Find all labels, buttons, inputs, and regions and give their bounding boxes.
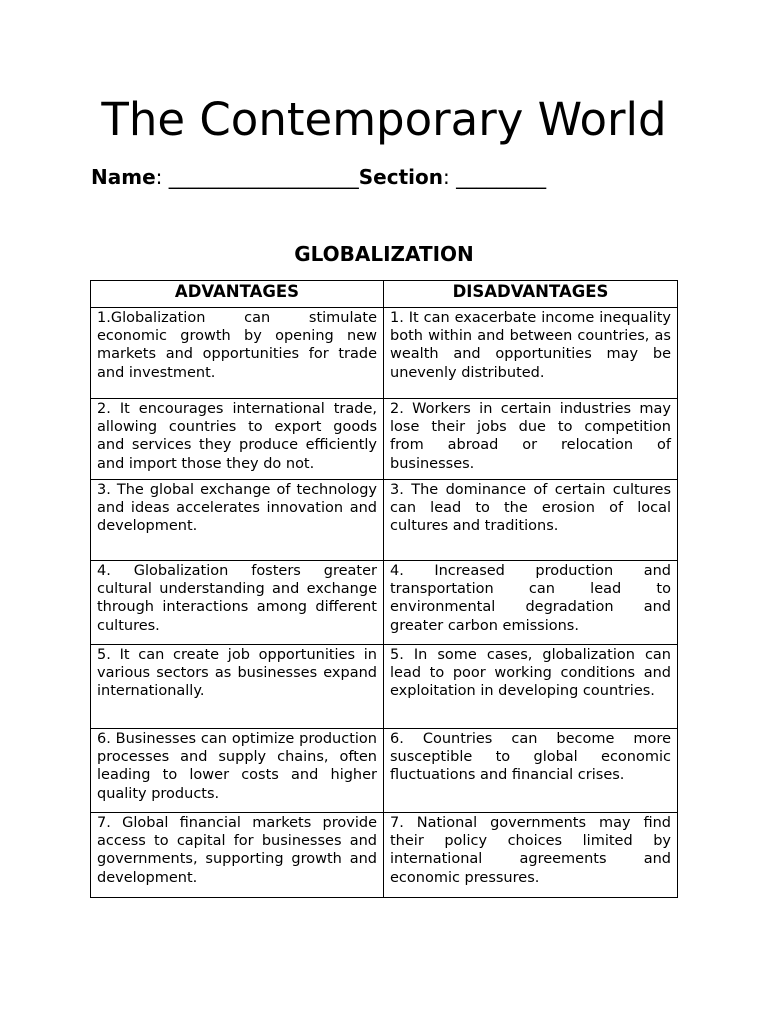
- advantages-header: ADVANTAGES: [91, 281, 384, 308]
- advantage-cell: 6. Businesses can optimize production processes and supply chains, often leading to lower costs and higher quality products.: [91, 729, 384, 813]
- advantage-cell: 7. Global financial markets provide access to capital for businesses and governments, supporting growth and development.: [91, 813, 384, 898]
- table-row: [91, 813, 678, 898]
- disadvantage-cell: 3. The dominance of certain cultures can lead to the erosion of local cultures and traditions.: [384, 480, 678, 561]
- disadvantage-cell: 4. Increased production and transportation can lead to environmental degradation and greater carbon emissions.: [384, 561, 678, 645]
- name-label: Name: [91, 165, 156, 189]
- disadvantage-cell: 6. Countries can become more susceptible to global economic fluctuations and financial crises.: [384, 729, 678, 813]
- section-heading: GLOBALIZATION: [294, 242, 474, 266]
- section-blank: _________: [456, 165, 547, 189]
- disadvantage-cell: 5. In some cases, globalization can lead to poor working conditions and exploitation in developing countries.: [384, 645, 678, 729]
- disadvantage-cell: 7. National governments may find their policy choices limited by international agreements and economic pressures.: [384, 813, 678, 898]
- disadvantage-cell: 1. It can exacerbate income inequality both within and between countries, as wealth and opportunities may be unevenly distributed.: [384, 308, 678, 399]
- advantage-cell: 1.Globalization can stimulate economic growth by opening new markets and opportunities for trade and investment.: [91, 308, 384, 399]
- name-blank: ___________________: [168, 165, 359, 189]
- table-row: [91, 561, 678, 645]
- advantage-cell: 4. Globalization fosters greater cultural understanding and exchange through interactions among different cultures.: [91, 561, 384, 645]
- disadvantage-cell: 2. Workers in certain industries may lose their jobs due to competition from abroad or relocation of businesses.: [384, 399, 678, 480]
- advantage-cell: 3. The global exchange of technology and ideas accelerates innovation and development.: [91, 480, 384, 561]
- table-row: [91, 645, 678, 729]
- table-row: [91, 480, 678, 561]
- globalization-table: [90, 280, 678, 898]
- table-row: [91, 308, 678, 399]
- advantage-cell: 2. It encourages international trade, allowing countries to export goods and services they produce efficiently and import those they do not.: [91, 399, 384, 480]
- section-label: Section: [358, 165, 443, 189]
- table-row: [91, 729, 678, 813]
- disadvantages-header: DISADVANTAGES: [384, 281, 678, 308]
- table-row: [91, 399, 678, 480]
- advantage-cell: 5. It can create job opportunities in various sectors as businesses expand internationally.: [91, 645, 384, 729]
- table-header-row: [91, 281, 678, 308]
- name-section-line: Name: ___________________Section: _________: [91, 165, 547, 189]
- page-title: The Contemporary World: [101, 93, 667, 146]
